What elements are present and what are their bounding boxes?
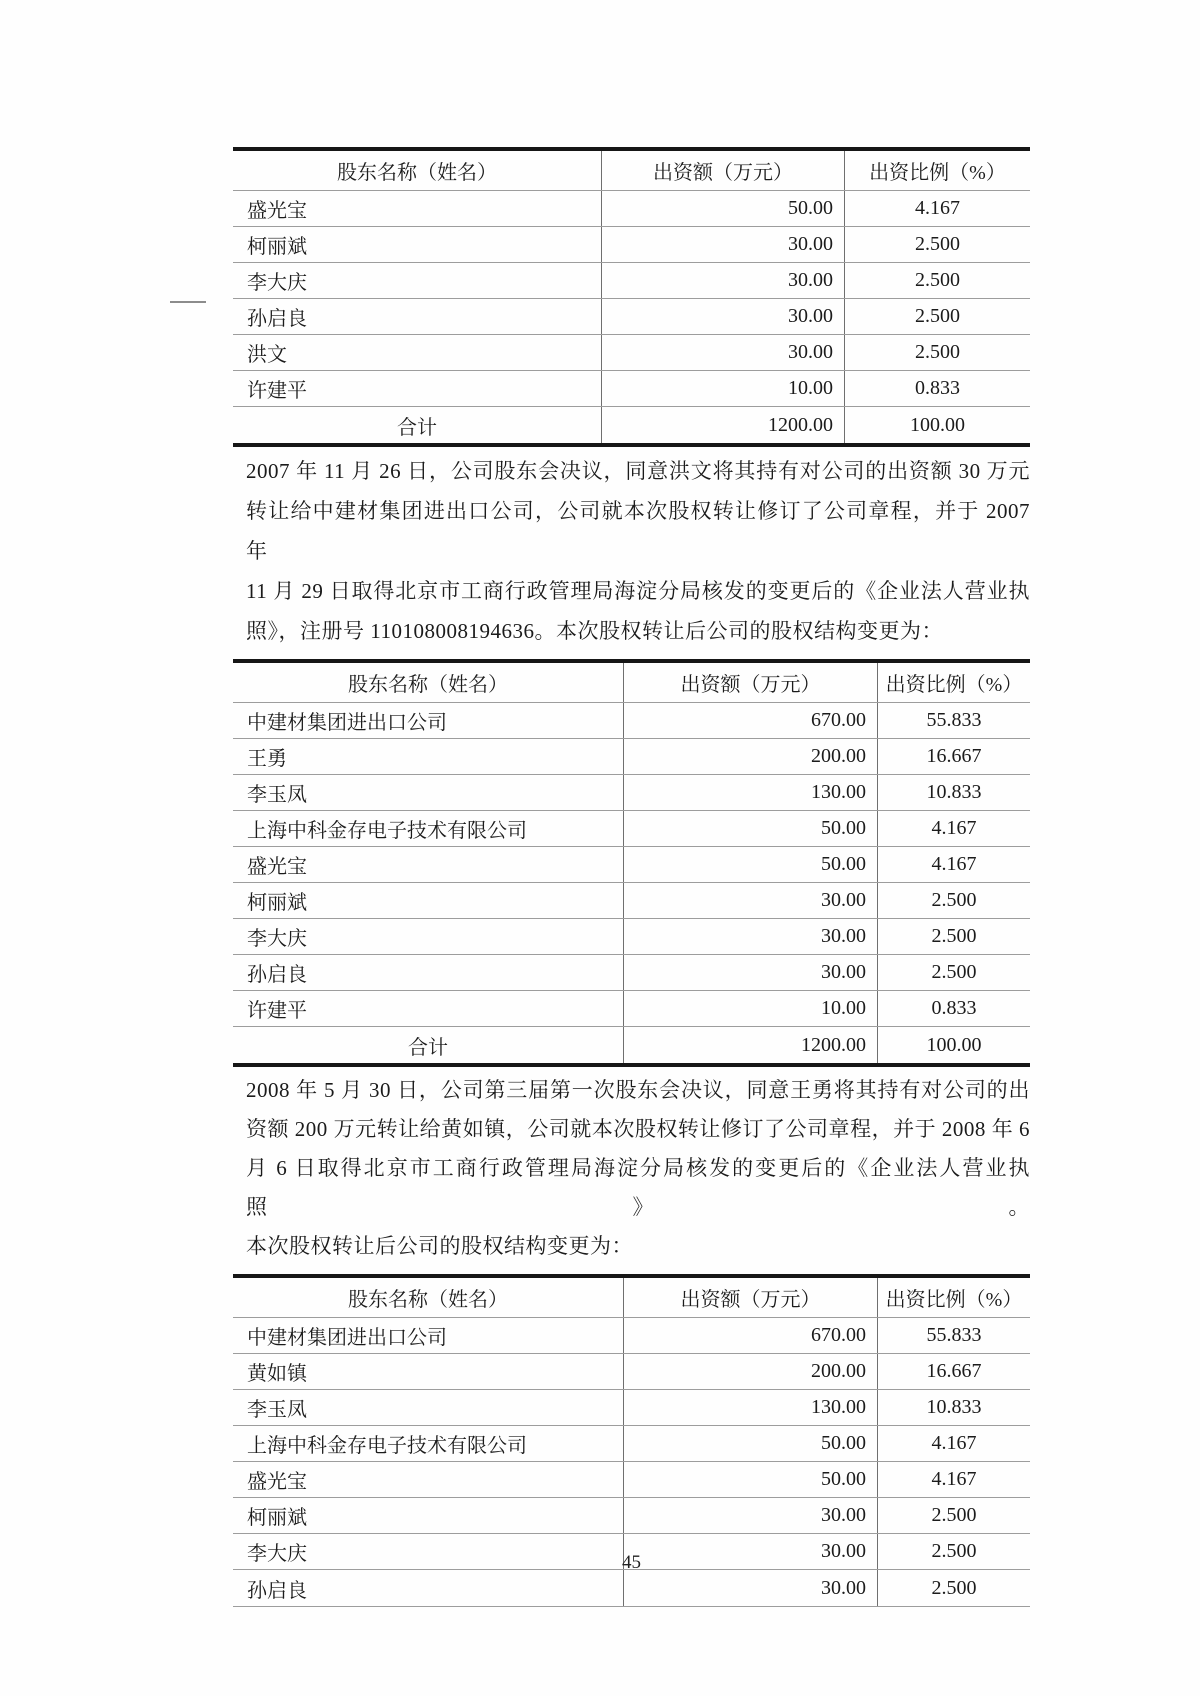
capital-ratio-cell: 0.833 xyxy=(877,991,1030,1026)
capital-ratio-cell: 4.167 xyxy=(877,1462,1030,1497)
page-number: 45 xyxy=(622,1552,641,1573)
column-header-shareholder-name: 股东名称（姓名） xyxy=(337,162,497,184)
table-row xyxy=(233,1570,1030,1606)
table-row xyxy=(233,883,1030,919)
capital-ratio-cell: 55.833 xyxy=(877,1318,1030,1353)
capital-ratio-cell: 10.833 xyxy=(877,775,1030,810)
shareholder-name-cell: 孙启良 xyxy=(247,308,307,330)
table-row xyxy=(233,371,1030,407)
capital-amount-cell: 50.00 xyxy=(623,1426,877,1461)
capital-amount-cell: 30.00 xyxy=(623,883,877,918)
capital-ratio-cell: 55.833 xyxy=(877,703,1030,738)
column-header-capital-ratio: 出资比例（%） xyxy=(877,663,1030,702)
capital-ratio-cell: 2.500 xyxy=(844,263,1030,298)
capital-ratio-cell: 2.500 xyxy=(877,1498,1030,1533)
capital-amount-cell: 10.00 xyxy=(623,991,877,1026)
capital-amount-cell: 30.00 xyxy=(601,263,844,298)
table-row xyxy=(233,335,1030,371)
capital-ratio-cell: 0.833 xyxy=(844,371,1030,406)
table-row xyxy=(233,263,1030,299)
capital-ratio-cell: 2.500 xyxy=(877,1534,1030,1569)
paragraph-line: 2007 年 11 月 26 日，公司股东会决议，同意洪文将其持有对公司的出资额 30 万元 xyxy=(246,459,1030,483)
capital-amount-cell: 50.00 xyxy=(623,847,877,882)
capital-ratio-cell: 4.167 xyxy=(877,811,1030,846)
paragraph-2008-equity-transfer xyxy=(233,1071,1030,1266)
table-row xyxy=(233,703,1030,739)
capital-amount-cell: 50.00 xyxy=(623,811,877,846)
paragraph-2007-equity-transfer xyxy=(233,451,1030,651)
capital-amount-cell: 30.00 xyxy=(623,955,877,990)
capital-amount-cell: 10.00 xyxy=(601,371,844,406)
capital-amount-cell: 30.00 xyxy=(601,227,844,262)
table-row xyxy=(233,1390,1030,1426)
table-total-row xyxy=(233,1027,1030,1063)
capital-ratio-cell: 2.500 xyxy=(877,919,1030,954)
shareholder-name-cell: 上海中科金存电子技术有限公司 xyxy=(247,820,527,842)
table-row xyxy=(233,991,1030,1027)
capital-amount-cell: 1200.00 xyxy=(623,1027,877,1063)
capital-ratio-cell: 16.667 xyxy=(877,1354,1030,1389)
capital-amount-cell: 30.00 xyxy=(623,1534,877,1569)
table-header-row xyxy=(233,663,1030,703)
shareholder-name-cell: 上海中科金存电子技术有限公司 xyxy=(247,1435,527,1457)
column-header-capital-ratio: 出资比例（%） xyxy=(877,1278,1030,1317)
shareholder-name-cell: 王勇 xyxy=(247,748,287,770)
table-total-row xyxy=(233,407,1030,443)
table-row xyxy=(233,191,1030,227)
table-row xyxy=(233,811,1030,847)
table-row xyxy=(233,739,1030,775)
capital-amount-cell: 50.00 xyxy=(601,191,844,226)
table-header-row xyxy=(233,151,1030,191)
shareholder-table-2007-post-transfer xyxy=(233,659,1030,1067)
table-row xyxy=(233,775,1030,811)
column-header-capital-amount: 出资额（万元） xyxy=(623,1278,877,1317)
table-row xyxy=(233,955,1030,991)
table-row xyxy=(233,847,1030,883)
shareholder-name-cell: 李大庆 xyxy=(247,928,307,950)
capital-amount-cell: 30.00 xyxy=(601,299,844,334)
shareholder-name-cell: 柯丽斌 xyxy=(247,236,307,258)
column-header-capital-amount: 出资额（万元） xyxy=(623,663,877,702)
margin-dash-mark xyxy=(170,301,206,303)
shareholder-name-cell: 李大庆 xyxy=(247,272,307,294)
column-header-shareholder-name: 股东名称（姓名） xyxy=(348,1289,508,1311)
table-row xyxy=(233,1462,1030,1498)
capital-amount-cell: 130.00 xyxy=(623,775,877,810)
shareholder-name-cell: 柯丽斌 xyxy=(247,892,307,914)
capital-amount-cell: 130.00 xyxy=(623,1390,877,1425)
capital-amount-cell: 670.00 xyxy=(623,1318,877,1353)
capital-amount-cell: 30.00 xyxy=(601,335,844,370)
total-label-cell: 合计 xyxy=(397,416,437,439)
capital-amount-cell: 200.00 xyxy=(623,1354,877,1389)
shareholder-name-cell: 孙启良 xyxy=(247,1579,307,1602)
shareholder-table-2007-pre-transfer xyxy=(233,147,1030,447)
shareholder-name-cell: 李玉凤 xyxy=(247,784,307,806)
column-header-capital-amount: 出资额（万元） xyxy=(601,151,844,190)
table-row xyxy=(233,227,1030,263)
capital-amount-cell: 30.00 xyxy=(623,1570,877,1606)
capital-amount-cell: 1200.00 xyxy=(601,407,844,443)
paragraph-line: 资额 200 万元转让给黄如镇，公司就本次股权转让修订了公司章程，并于 2008 年 6 xyxy=(246,1117,1030,1141)
table-row xyxy=(233,1498,1030,1534)
capital-amount-cell: 50.00 xyxy=(623,1462,877,1497)
paragraph-line: 照》，注册号 110108008194636。本次股权转让后公司的股权结构变更为： xyxy=(246,619,943,643)
shareholder-name-cell: 李玉凤 xyxy=(247,1399,307,1421)
shareholder-name-cell: 李大庆 xyxy=(247,1543,307,1565)
shareholder-name-cell: 孙启良 xyxy=(247,964,307,986)
capital-ratio-cell: 4.167 xyxy=(844,191,1030,226)
shareholder-name-cell: 盛光宝 xyxy=(247,856,307,878)
shareholder-name-cell: 许建平 xyxy=(247,1000,307,1022)
table-row xyxy=(233,299,1030,335)
capital-ratio-cell: 2.500 xyxy=(877,1570,1030,1606)
capital-ratio-cell: 16.667 xyxy=(877,739,1030,774)
table-row xyxy=(233,919,1030,955)
capital-ratio-cell: 4.167 xyxy=(877,847,1030,882)
capital-ratio-cell: 100.00 xyxy=(844,407,1030,443)
capital-ratio-cell: 2.500 xyxy=(844,227,1030,262)
shareholder-name-cell: 柯丽斌 xyxy=(247,1507,307,1529)
page-content xyxy=(233,147,1030,1607)
capital-ratio-cell: 4.167 xyxy=(877,1426,1030,1461)
paragraph-line: 月 6 日取得北京市工商行政管理局海淀分局核发的变更后的《企业法人营业执照》。 xyxy=(246,1156,1030,1219)
capital-ratio-cell: 2.500 xyxy=(877,955,1030,990)
capital-amount-cell: 670.00 xyxy=(623,703,877,738)
total-label-cell: 合计 xyxy=(408,1036,448,1059)
shareholder-name-cell: 盛光宝 xyxy=(247,1471,307,1493)
shareholder-name-cell: 许建平 xyxy=(247,380,307,402)
shareholder-name-cell: 盛光宝 xyxy=(247,200,307,222)
table-row xyxy=(233,1354,1030,1390)
paragraph-line: 转让给中建材集团进出口公司，公司就本次股权转让修订了公司章程，并于 2007 年 xyxy=(246,499,1030,563)
capital-ratio-cell: 2.500 xyxy=(877,883,1030,918)
shareholder-name-cell: 黄如镇 xyxy=(247,1363,307,1385)
capital-amount-cell: 200.00 xyxy=(623,739,877,774)
capital-amount-cell: 30.00 xyxy=(623,1498,877,1533)
column-header-shareholder-name: 股东名称（姓名） xyxy=(348,674,508,696)
paragraph-line: 本次股权转让后公司的股权结构变更为： xyxy=(246,1234,633,1258)
column-header-capital-ratio: 出资比例（%） xyxy=(844,151,1030,190)
paragraph-line: 2008 年 5 月 30 日，公司第三届第一次股东会决议，同意王勇将其持有对公司的出 xyxy=(246,1078,1030,1102)
capital-ratio-cell: 2.500 xyxy=(844,299,1030,334)
shareholder-name-cell: 洪文 xyxy=(247,344,287,366)
table-row xyxy=(233,1426,1030,1462)
capital-ratio-cell: 2.500 xyxy=(844,335,1030,370)
capital-ratio-cell: 10.833 xyxy=(877,1390,1030,1425)
paragraph-line: 11 月 29 日取得北京市工商行政管理局海淀分局核发的变更后的《企业法人营业执 xyxy=(246,579,1030,603)
shareholder-name-cell: 中建材集团进出口公司 xyxy=(247,712,447,734)
shareholder-name-cell: 中建材集团进出口公司 xyxy=(247,1327,447,1349)
table-row xyxy=(233,1318,1030,1354)
capital-ratio-cell: 100.00 xyxy=(877,1027,1030,1063)
table-header-row xyxy=(233,1278,1030,1318)
capital-amount-cell: 30.00 xyxy=(623,919,877,954)
